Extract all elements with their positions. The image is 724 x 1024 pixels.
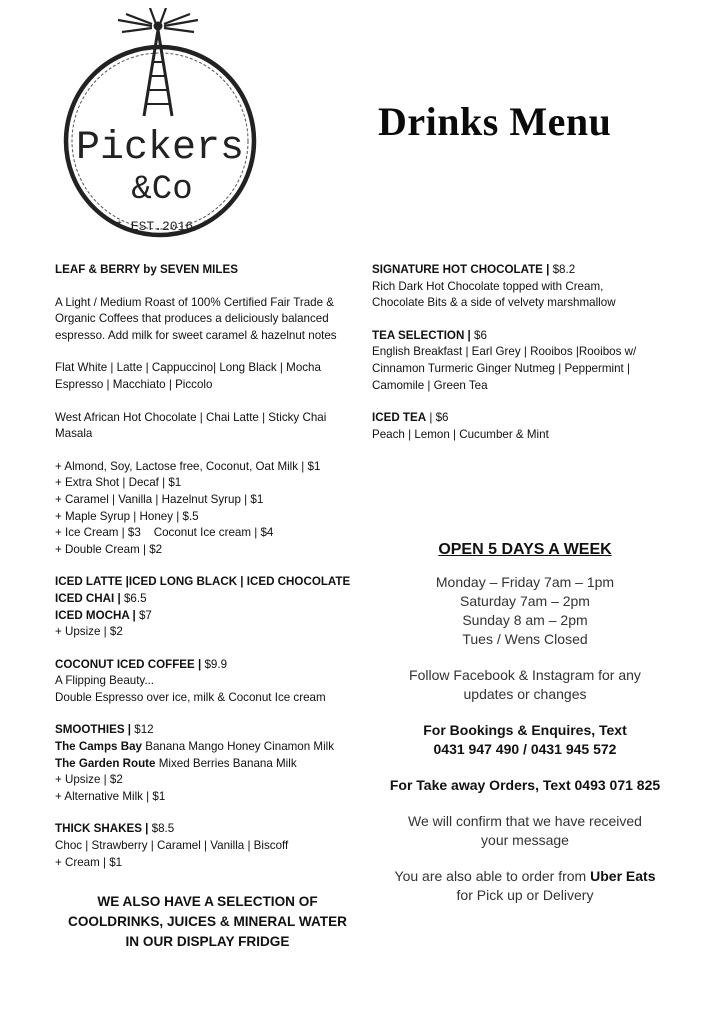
extra-item: + Ice Cream | $3 Coconut Ice cream | $4 <box>55 526 274 540</box>
coconut-row <box>55 657 360 674</box>
other-drinks-line: West African Hot Chocolate | Chai Latte | Sticky Chai <box>55 410 327 424</box>
bookings-line: For Bookings & Enquires, Text <box>423 722 627 738</box>
logo-brand-line2: &Co <box>131 171 193 209</box>
confirm-line: your message <box>481 832 569 848</box>
coffee-list-line: Espresso | Macchiato | Piccolo <box>55 377 213 391</box>
iced-mocha-price: $7 <box>135 608 152 622</box>
hot-choc-name: SIGNATURE HOT CHOCOLATE | <box>372 263 550 276</box>
tea-row <box>372 328 677 345</box>
hours-line: Tues / Wens Closed <box>462 631 588 647</box>
hot-choc-row <box>372 262 677 279</box>
smoothie-upsize: + Upsize | $2 <box>55 773 123 787</box>
pickers-co-logo <box>52 8 268 252</box>
iced-heading: ICED LATTE |ICED LONG BLACK | ICED CHOCOLATE <box>55 575 351 589</box>
follow-line: updates or changes <box>463 686 587 702</box>
logo-est: * EST.2016 * <box>115 219 209 234</box>
uber-eats: Uber Eats <box>590 868 656 884</box>
fridge-note-line: WE ALSO HAVE A SELECTION OF <box>97 894 318 909</box>
tea-price: $6 <box>470 328 487 342</box>
garden-route-desc: Mixed Berries Banana Milk <box>155 756 297 770</box>
takeaway-block <box>370 776 680 795</box>
open-days-heading: OPEN 5 DAYS A WEEK <box>438 541 612 558</box>
iced-chai-name: ICED CHAI | <box>55 591 121 605</box>
uber-line <box>370 867 680 886</box>
display-fridge-note <box>55 892 360 952</box>
extra-item: + Caramel | Vanilla | Hazelnut Syrup | $1 <box>55 492 264 506</box>
bookings-block <box>370 721 680 759</box>
camps-bay-row <box>55 739 360 756</box>
page-title: Drinks Menu <box>378 99 612 144</box>
takeaway-line: For Take away Orders, Text 0493 071 825 <box>389 777 661 793</box>
iced-tea-row <box>372 410 677 427</box>
extra-item: + Almond, Soy, Lactose free, Coconut, Oat Milk | $1 <box>55 459 321 473</box>
leaf-desc-line: Organic Coffees that produces a deliciously balanced <box>55 312 329 326</box>
camps-bay-desc: Banana Mango Honey Cinamon Milk <box>141 740 335 754</box>
smoothies-name: SMOOTHIES | <box>55 723 132 737</box>
bookings-phone: 0431 947 490 / 0431 945 572 <box>433 741 617 757</box>
uber-post: for Pick up or Delivery <box>456 887 594 903</box>
windmill-icon <box>118 8 198 116</box>
extra-item: + Maple Syrup | Honey | $.5 <box>55 509 199 523</box>
iced-mocha-row <box>55 608 360 625</box>
leaf-desc-line: espresso. Add milk for sweet caramel & hazelnut notes <box>55 328 337 342</box>
right-menu-column <box>372 262 677 443</box>
shakes-list: Choc | Strawberry | Caramel | Vanilla | Biscoff <box>55 839 289 853</box>
leaf-desc-line: A Light / Medium Roast of 100% Certified Fair Trade & <box>55 295 335 309</box>
tea-list-line: Cinnamon Turmeric Ginger Nutmeg | Peppermint | <box>372 361 630 375</box>
tea-list-line: English Breakfast | Earl Grey | Rooibos |Rooibos w/ <box>372 345 637 359</box>
iced-upsize: + Upsize | $2 <box>55 625 123 639</box>
coconut-desc: Double Espresso over ice, milk & Coconut Ice cream <box>55 690 326 704</box>
opening-hours-panel <box>370 540 680 905</box>
coffee-list-line: Flat White | Latte | Cappuccino| Long Black | Mocha <box>55 361 321 375</box>
confirm-block <box>370 812 680 850</box>
smoothies-row <box>55 722 360 739</box>
extra-item: + Double Cream | $2 <box>55 542 163 556</box>
iced-tea-name: ICED TEA <box>372 411 427 425</box>
shakes-row <box>55 821 360 838</box>
hours-block <box>370 573 680 649</box>
coconut-desc: A Flipping Beauty... <box>55 674 155 688</box>
coconut-name: COCONUT ICED COFFEE | <box>55 657 202 671</box>
iced-tea-price: | $6 <box>426 411 449 425</box>
hours-line: Saturday 7am – 2pm <box>460 593 590 609</box>
hot-choc-desc: Rich Dark Hot Chocolate topped with Cream, <box>372 279 604 293</box>
garden-route-row <box>55 756 360 773</box>
hours-line: Sunday 8 am – 2pm <box>462 612 588 628</box>
shakes-name: THICK SHAKES | <box>55 822 149 836</box>
follow-line: Follow Facebook & Instagram for any <box>409 667 641 683</box>
tea-list-line: Camomile | Green Tea <box>372 378 488 392</box>
iced-chai-price: $6.5 <box>120 591 147 605</box>
hot-choc-desc: Chocolate Bits & a side of velvety marshmallow <box>372 296 616 310</box>
smoothie-alt-milk: + Alternative Milk | $1 <box>55 789 166 803</box>
iced-chai-row <box>55 591 360 608</box>
fridge-note-line: COOLDRINKS, JUICES & MINERAL WATER <box>68 914 347 929</box>
uber-block <box>370 867 680 905</box>
fridge-note-line: IN OUR DISPLAY FRIDGE <box>125 934 290 949</box>
other-drinks-line: Masala <box>55 427 93 441</box>
confirm-line: We will confirm that we have received <box>408 813 642 829</box>
leaf-berry-heading: LEAF & BERRY by SEVEN MILES <box>55 263 238 276</box>
uber-pre: You are also able to order from <box>394 868 591 884</box>
iced-tea-list: Peach | Lemon | Cucumber & Mint <box>372 427 549 441</box>
coconut-price: $9.9 <box>201 657 228 671</box>
hours-line: Monday – Friday 7am – 1pm <box>435 574 615 590</box>
follow-block <box>370 666 680 704</box>
hot-choc-price: $8.2 <box>549 263 576 276</box>
extra-item: + Extra Shot | Decaf | $1 <box>55 476 182 490</box>
smoothies-price: $12 <box>131 723 154 737</box>
tea-name: TEA SELECTION | <box>372 328 471 342</box>
garden-route-name: The Garden Route <box>55 756 156 770</box>
iced-mocha-name: ICED MOCHA | <box>55 608 136 622</box>
logo-brand-line1: Pickers <box>75 126 245 171</box>
left-menu-column <box>55 262 360 871</box>
shakes-cream: + Cream | $1 <box>55 855 123 869</box>
shakes-price: $8.5 <box>148 822 175 836</box>
camps-bay-name: The Camps Bay <box>55 740 142 754</box>
